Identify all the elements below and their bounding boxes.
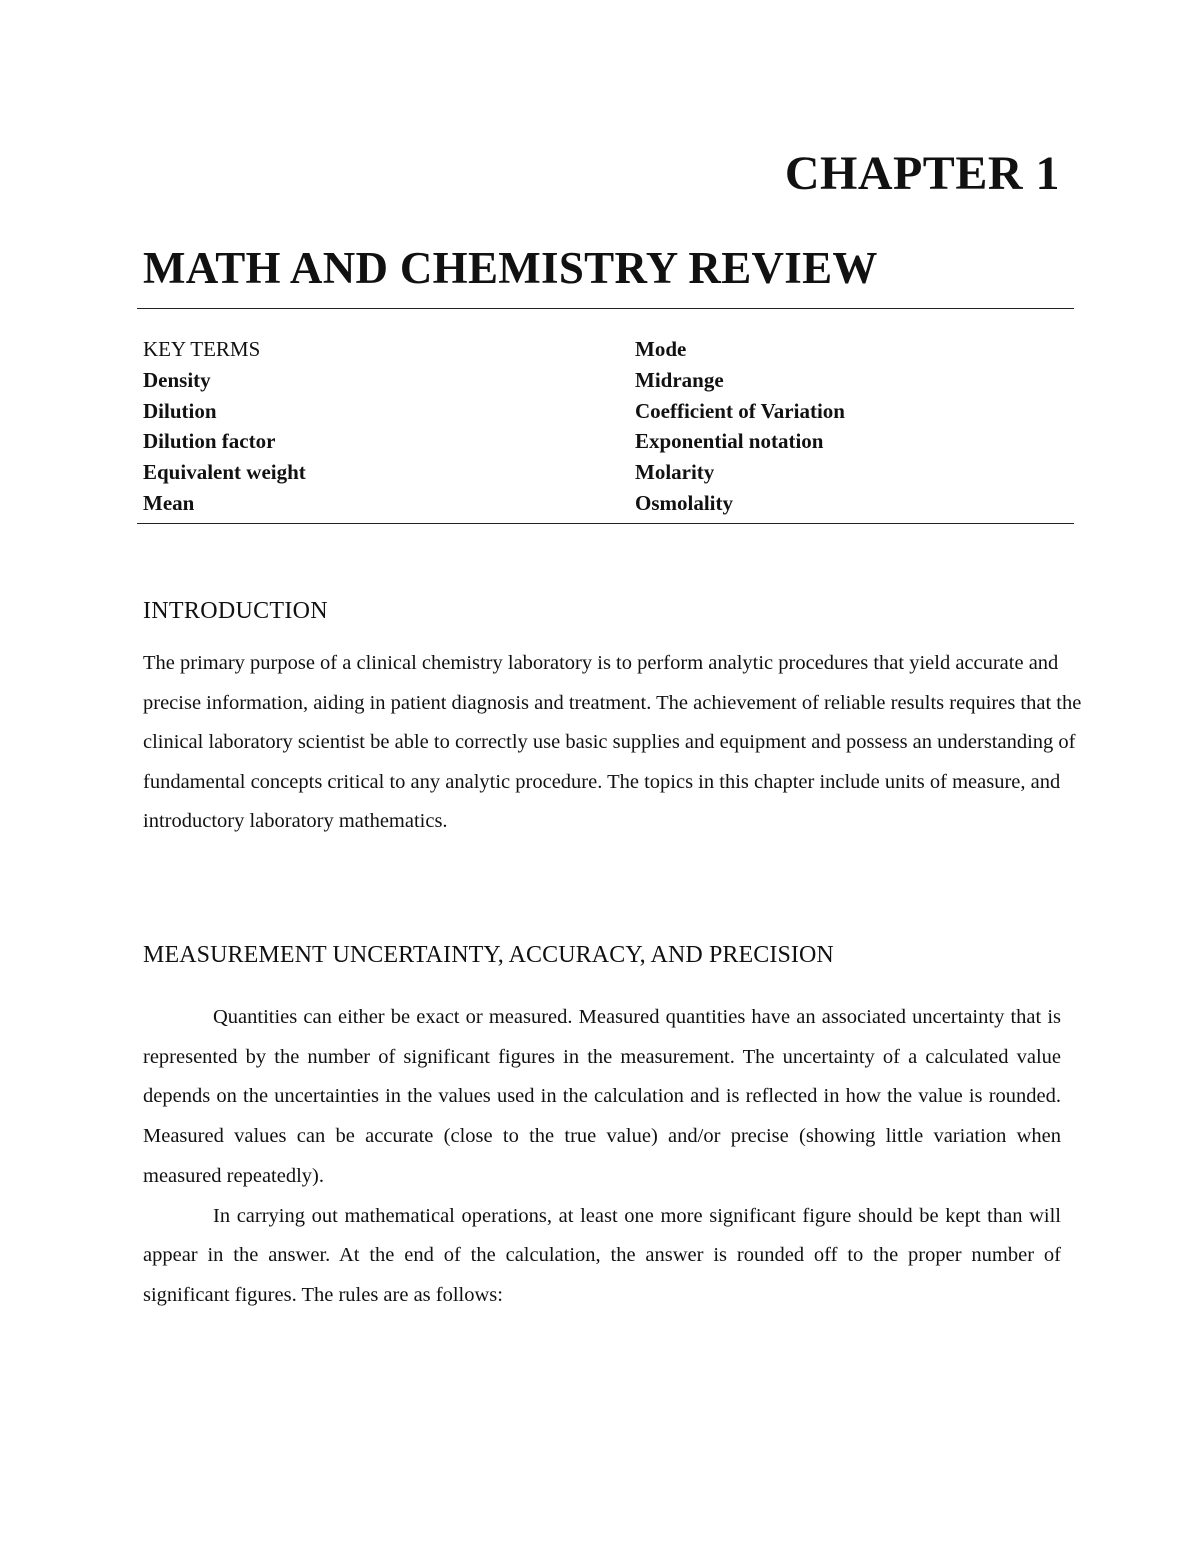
key-term: Equivalent weight xyxy=(143,460,306,485)
key-terms-box xyxy=(143,334,1073,519)
key-term: Density xyxy=(143,367,211,392)
introduction-body xyxy=(143,644,1083,842)
key-term: Mean xyxy=(143,490,195,515)
measurement-paragraph-1: Quantities can either be exact or measured. Measured quantities have an associated uncertainty that is represented by the number of significant figures in the measurement. The uncertainty of a calculated value depends on the uncertainties in the values used in the calculation and is reflected in how the value is rounded. Measured values can be accurate (close to the true value) and/or precise (showing little variation when measured repeatedly). xyxy=(143,1006,1061,1187)
key-terms-left-column xyxy=(143,334,635,519)
key-term: Dilution xyxy=(143,398,217,423)
top-divider xyxy=(137,308,1074,309)
key-term: Exponential notation xyxy=(635,429,824,454)
key-term: Coefficient of Variation xyxy=(635,398,845,423)
introduction-paragraph: The primary purpose of a clinical chemistry laboratory is to perform analytic procedures that yield accurate and precise information, aiding in patient diagnosis and treatment. The achievement of reliable results requires that the clinical laboratory scientist be able to correctly use basic supplies and equipment and possess an understanding of fundamental concepts critical to any analytic procedure. The topics in this chapter include units of measure, and introductory laboratory mathematics. xyxy=(143,652,1082,832)
measurement-paragraph-2: In carrying out mathematical operations, at least one more significant figure should be kept than will appear in the answer. At the end of the calculation, the answer is rounded off to the proper number of significant figures. The rules are as follows: xyxy=(143,1204,1061,1306)
key-term: Mode xyxy=(635,337,687,361)
key-term: Osmolality xyxy=(635,490,733,515)
key-term: Molarity xyxy=(635,460,715,485)
measurement-body xyxy=(143,998,1061,1316)
introduction-heading: INTRODUCTION xyxy=(143,598,328,624)
key-term: Dilution factor xyxy=(143,429,276,454)
key-terms-heading: KEY TERMS xyxy=(143,337,261,361)
measurement-heading: MEASUREMENT UNCERTAINTY, ACCURACY, AND PRECISION xyxy=(143,942,834,968)
chapter-title: MATH AND CHEMISTRY REVIEW xyxy=(143,243,878,293)
bottom-divider xyxy=(137,523,1074,524)
key-terms-right-column xyxy=(635,334,1073,519)
key-term: Midrange xyxy=(635,367,724,392)
chapter-label: CHAPTER 1 xyxy=(784,147,1060,200)
